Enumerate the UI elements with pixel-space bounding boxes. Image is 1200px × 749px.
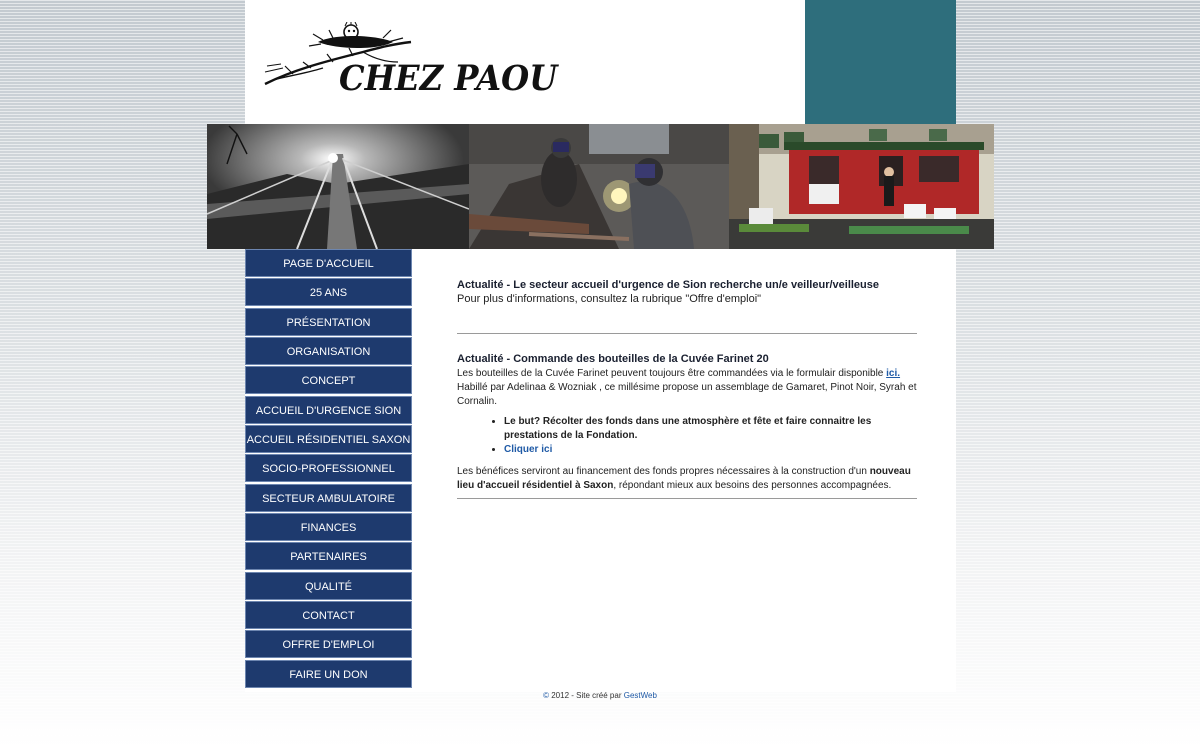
bridge-photo bbox=[207, 124, 469, 249]
order-form-link[interactable]: ici. bbox=[886, 368, 901, 379]
news-title-2: Actualité - Commande des bouteilles de la Cuvée Farinet 20 bbox=[457, 353, 769, 365]
site-logo[interactable] bbox=[263, 22, 558, 102]
news-closing bbox=[457, 465, 917, 493]
copyright-symbol: © bbox=[543, 691, 549, 700]
gestweb-link[interactable]: GestWeb bbox=[623, 691, 657, 700]
site-header bbox=[245, 0, 956, 124]
nav-item-secteur-ambulatoire[interactable]: SECTEUR AMBULATOIRE bbox=[245, 484, 412, 512]
header-banner bbox=[207, 124, 994, 249]
news-title-1: Actualité - Le secteur accueil d'urgence de Sion recherche un/e veilleur/veilleuse bbox=[457, 279, 880, 291]
closing-bold: nouveau lieu d'accueil résidentiel à Saxon bbox=[457, 466, 911, 491]
footer-text: 2012 - Site créé par bbox=[551, 691, 622, 700]
news-text-2-before: Les bouteilles de la Cuvée Farinet peuvent toujours être commandées via le formulair disponible bbox=[457, 368, 887, 379]
nav-item-page-d-accueil[interactable]: PAGE D'ACCUEIL bbox=[245, 249, 412, 277]
welding-photo bbox=[469, 124, 729, 249]
header-accent-block bbox=[805, 0, 956, 124]
main-navigation bbox=[245, 249, 412, 689]
nav-item-qualit[interactable]: QUALITÉ bbox=[245, 572, 412, 600]
nav-item-concept[interactable]: CONCEPT bbox=[245, 366, 412, 394]
market-stand-photo bbox=[729, 124, 994, 249]
divider-bottom bbox=[457, 498, 917, 499]
nav-item-faire-un-don[interactable]: FAIRE UN DON bbox=[245, 660, 412, 688]
nav-item-offre-d-emploi[interactable]: OFFRE D'EMPLOI bbox=[245, 630, 412, 658]
bullet-link-item bbox=[504, 443, 917, 457]
news-bullets bbox=[457, 415, 917, 457]
nav-item-25-ans[interactable]: 25 ANS bbox=[245, 278, 412, 306]
nav-item-finances[interactable]: FINANCES bbox=[245, 513, 412, 541]
nav-item-socio-professionnel[interactable]: SOCIO-PROFESSIONNEL bbox=[245, 454, 412, 482]
click-here-link[interactable]: Cliquer ici bbox=[504, 444, 553, 455]
news-text-1: Pour plus d'informations, consultez la rubrique "Offre d'emploi" bbox=[457, 293, 762, 305]
closing-after: , répondant mieux aux besoins des personnes accompagnées. bbox=[613, 480, 892, 491]
news-text-2-after: Habillé par Adelinaa & Wozniak , ce millésime propose un assemblage de Gamaret, Pinot Noir, Syrah et Cornalin. bbox=[457, 382, 917, 407]
news-text-2 bbox=[457, 367, 917, 409]
bullet-goal: • Le but? Récolter des fonds dans une atmosphère et fête et faire connaitre les prestations de la Fondation. bbox=[504, 415, 917, 443]
closing-before: Les bénéfices serviront au financement des fonds propres nécessaires à la construction d'un bbox=[457, 466, 870, 477]
logo-text: CHEZ PAOU bbox=[339, 58, 558, 99]
nav-item-contact[interactable]: CONTACT bbox=[245, 601, 412, 629]
nav-item-accueil-r-sidentiel-saxon[interactable]: ACCUEIL RÉSIDENTIEL SAXON bbox=[245, 425, 412, 453]
news-item-2 bbox=[457, 352, 917, 493]
nav-item-organisation[interactable]: ORGANISATION bbox=[245, 337, 412, 365]
site-footer bbox=[0, 691, 1200, 700]
nav-item-pr-sentation[interactable]: PRÉSENTATION bbox=[245, 308, 412, 336]
nav-item-partenaires[interactable]: PARTENAIRES bbox=[245, 542, 412, 570]
news-item-1 bbox=[457, 278, 917, 306]
nav-item-accueil-d-urgence-sion[interactable]: ACCUEIL D'URGENCE SION bbox=[245, 396, 412, 424]
main-content bbox=[457, 278, 917, 499]
